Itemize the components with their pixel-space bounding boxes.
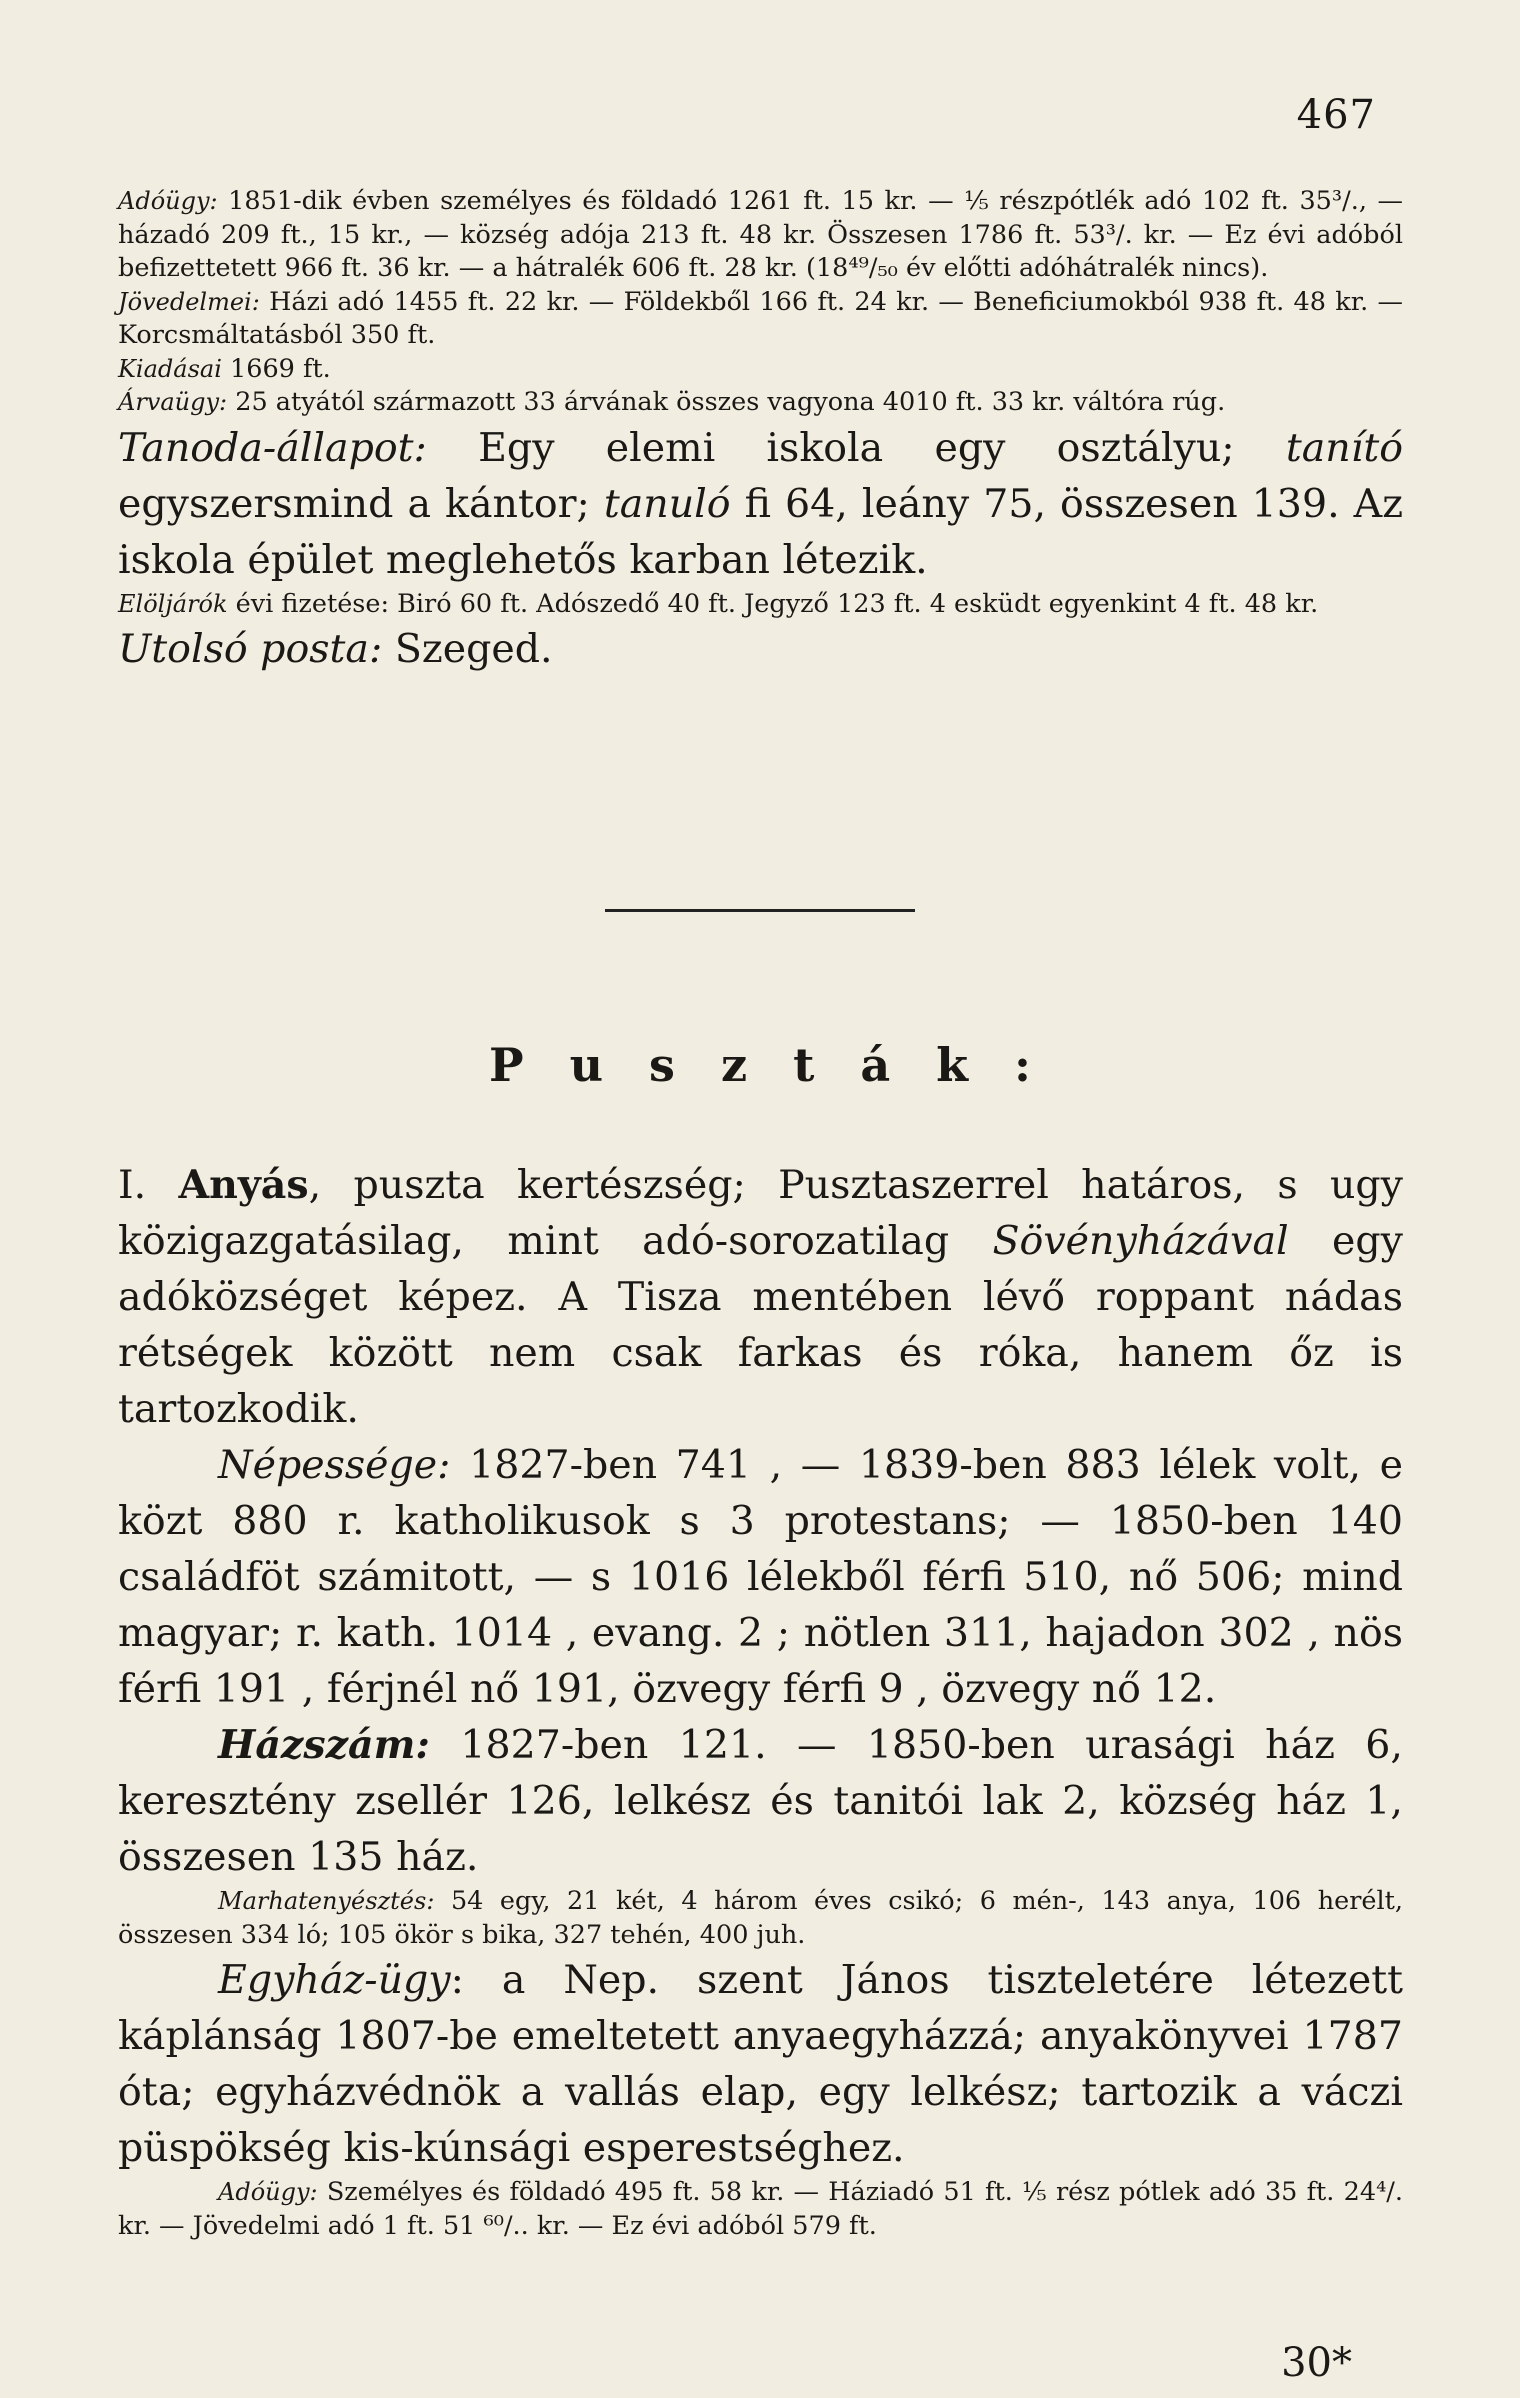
- kiadasai-paragraph: [118, 353, 1403, 387]
- tanulo-label: tanuló: [603, 480, 731, 527]
- entry-name: Anyás: [178, 1162, 309, 1208]
- adougy-paragraph: [118, 185, 1403, 286]
- intro-text-a: , puszta kertészség; Pusztaszerrel határos, s ugy közigazgatásilag, mint adó-sorozatilag: [118, 1162, 1403, 1264]
- tanoda-text-a: Egy elemi iskola egy osztályu;: [426, 424, 1286, 471]
- jovedelmei-label: Jövedelmei:: [118, 287, 260, 316]
- anyas-intro-paragraph: [118, 1157, 1403, 1437]
- kiadasai-text: 1669 ft.: [221, 353, 331, 384]
- marha-label: Marhatenyésztés:: [218, 1887, 435, 1915]
- egyhaz-text: : a Nep. szent János tiszteletére létezett káplánság 1807-be emeltetett anyaegyházzá; anyakönyvei 1787 óta; egyházvédnök a vallás elap, egy lelkész; tartozik a váczi püspökség kis-kúnsági esperestséghez.: [118, 1957, 1403, 2171]
- nepesseg-paragraph: [118, 1437, 1403, 1717]
- tanoda-paragraph: [118, 420, 1403, 588]
- eloljarok-text: évi fizetése: Biró 60 ft. Adószedő 40 ft. Jegyző 123 ft. 4 esküdt egyenkint 4 ft. 48 kr.: [227, 588, 1319, 619]
- nepesseg-label: Népessége:: [218, 1442, 451, 1488]
- adougy2-paragraph: [118, 2176, 1403, 2243]
- hazszam-paragraph: [118, 1717, 1403, 1885]
- tanoda-label: Tanoda-állapot:: [118, 424, 427, 471]
- kiadasai-label: Kiadásai: [118, 354, 222, 383]
- entry-number: I.: [118, 1162, 179, 1208]
- section-heading: Puszták:: [489, 1038, 1077, 1092]
- egyhaz-label: Egyház-ügy: [218, 1957, 451, 2003]
- posta-text: Szeged.: [382, 626, 553, 672]
- marha-text: 54 egy, 21 két, 4 három éves csikó; 6 mén-, 143 anya, 106 herélt, összesen 334 ló; 105 ökör s bika, 327 tehén, 400 juh.: [118, 1886, 1403, 1950]
- adougy-text: 1851-dik évben személyes és földadó 1261 ft. 15 kr. — ⅕ részpótlék adó 102 ft. 35³/., — házadó 209 ft., 15 kr., — község adója 213 ft. 48 kr. Összesen 1786 ft. 53³/. kr. — Ez évi adóból befizettetett 966 ft. 36 kr. — a hátralék 606 ft. 28 kr. (18⁴⁹/₅₀ év előtti adóhátralék nincs).: [118, 186, 1403, 283]
- nepesseg-text: 1827-ben 741 , — 1839-ben 883 lélek volt, e közt 880 r. katholikusok s 3 protestans; — 1850-ben 140 családföt számitott, — s 1016 lélekből férfi 510, nő 506; mind magyar; r. kath. 1014 , evang. 2 ; nötlen 311, hajadon 302 , nös férfi 191 , férjnél nő 191, özvegy férfi 9 , özvegy nő 12.: [118, 1442, 1403, 1712]
- page-number: 467: [1296, 92, 1376, 138]
- arvaugy-paragraph: [118, 386, 1403, 420]
- arvaugy-label: Árvaügy:: [118, 388, 228, 416]
- signature-mark: 30*: [1281, 2340, 1352, 2386]
- top-section: [118, 185, 1403, 677]
- egyhaz-paragraph: [118, 1952, 1403, 2176]
- puszta-section: [118, 1157, 1403, 2243]
- hazszam-label: Házszám:: [218, 1722, 430, 1768]
- posta-label: Utolsó posta:: [118, 626, 383, 672]
- tanito-label: tanító: [1285, 424, 1403, 471]
- jovedelmei-paragraph: [118, 286, 1403, 353]
- tanoda-text-b: egyszersmind a kántor;: [118, 480, 604, 527]
- intro-text-b: egy adóközséget képez. A Tisza mentében lévő roppant nádas rétségek között nem csak farkas és róka, hanem őz is tartozkodik.: [118, 1218, 1403, 1432]
- posta-paragraph: [118, 621, 1403, 677]
- marha-paragraph: [118, 1885, 1403, 1952]
- arvaugy-text: 25 atyától származott 33 árvának összes vagyona 4010 ft. 33 kr. váltóra rúg.: [227, 387, 1226, 417]
- adougy2-label: Adóügy:: [218, 2178, 318, 2206]
- eloljarok-label: Elöljárók: [118, 589, 228, 618]
- tanoda-text-c: fi 64, leány 75, összesen 139. Az iskola épület meglehetős karban létezik.: [118, 480, 1403, 583]
- jovedelmei-text: Házi adó 1455 ft. 22 kr. — Földekből 166 ft. 24 kr. — Beneficiumokból 938 ft. 48 kr. — Korcsmáltatásból 350 ft.: [118, 286, 1403, 350]
- section-divider: [605, 909, 915, 912]
- hazszam-text: 1827-ben 121. — 1850-ben urasági ház 6, keresztény zsellér 126, lelkész és tanitói lak 2, község ház 1, összesen 135 ház.: [118, 1722, 1403, 1880]
- eloljarok-paragraph: [118, 588, 1403, 622]
- adougy2-text: Személyes és földadó 495 ft. 58 kr. — Háziadó 51 ft. ⅕ rész pótlek adó 35 ft. 24⁴/. kr. — Jövedelmi adó 1 ft. 51 ⁶⁰/.. kr. — Ez évi adóból 579 ft.: [118, 2177, 1403, 2241]
- intro-italic: Sövényházával: [992, 1218, 1289, 1264]
- adougy-label: Adóügy:: [118, 187, 218, 215]
